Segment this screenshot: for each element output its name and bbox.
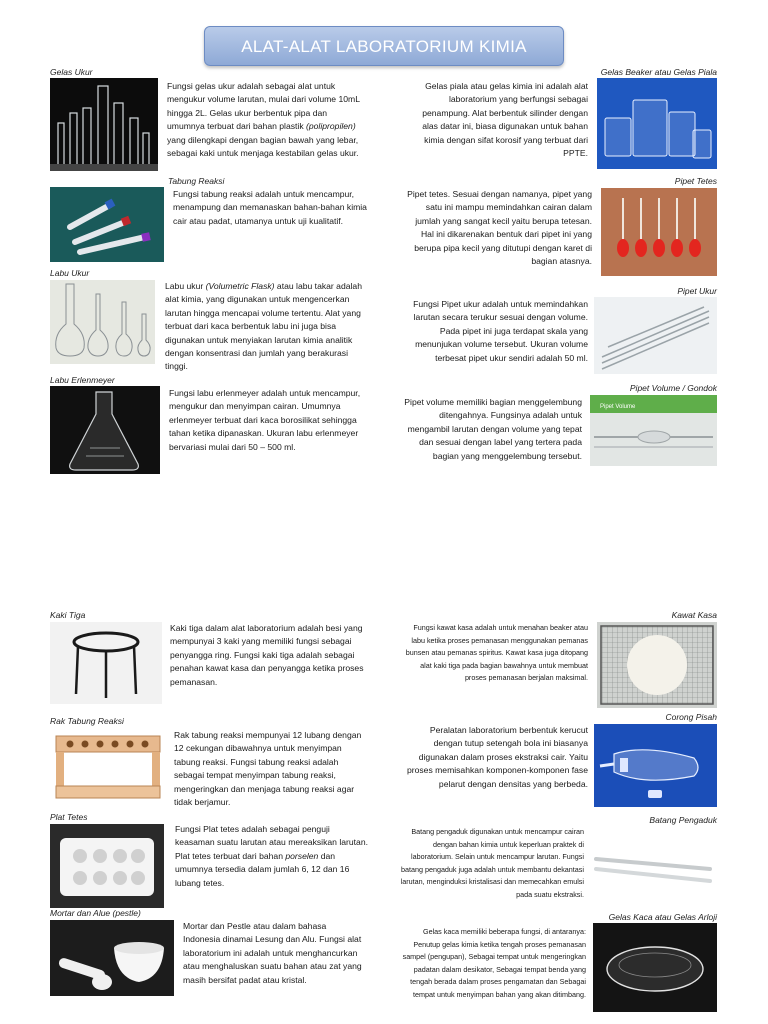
photo-rak-tabung [50, 728, 166, 803]
photo-pipet-tetes [601, 188, 717, 276]
desc-rak-tabung: Rak tabung reaksi mempunyai 12 lubang dengan 12 cekungan dibawahnya untuk menyimpan tabung reaksi. Fungsi tabung reaksi adalah sebagai tempat menyimpan tabung reaksi, mengeringkan dan menjaga tabung reaksi agar tidak berjamur. [174, 730, 362, 808]
label-batang-pengaduk: Batang Pengaduk [649, 815, 717, 825]
desc-pipet-volume: Pipet volume memiliki bagian menggelembung ditengahnya. Fungsinya adalah untuk mengambil larutan dengan volume yang tepat dan sesuai dengan label yang tertera pada bagian yang menggelembung tersebut. [404, 397, 582, 461]
desc-gelas-beaker: Gelas piala atau gelas kimia ini adalah alat laboratorium yang berfungsi sebagai penampung. Alat berbentuk silinder dengan alas datar ini, biasa digunakan untuk bahan kimia dengan sifat korosif yang terbuat dari PPTE. [422, 81, 588, 159]
label-gelas-beaker: Gelas Beaker atau Gelas Piala [600, 67, 717, 77]
desc-kawat-kasa: Fungsi kawat kasa adalah untuk menahan beaker atau labu ketika proses pemanasan menggunakan pemanas bunsen atau pemanas spiritus. Kawat kasa juga ditopang alat kaki tiga pada bagian bawahnya untuk membuat proses pemanasan berjalan maksimal. [405, 623, 588, 683]
desc-corong-pisah: Peralatan laboratorium berbentuk kerucut dengan tutup setengah bola ini biasanya digunakan dalam proses ekstraksi cair. Yaitu proses memisahkan komponen-komponen fase pelarut dengan densitas yang berbeda. [406, 725, 588, 789]
desc-labu-ukur: Labu ukur (Volumetric Flask) atau labu takar adalah alat kimia, yang digunakan untuk mengencerkan larutan hingga mencapai volume tertentu. Alat yang terbuat dari kaca berbentuk labu ini juga bisa digunakan untuk menyiakan larutan kimia analitik dengan konsentrasi dan jumlah yang berakurasi tinggi. [165, 281, 362, 372]
desc-pipet-tetes: Pipet tetes. Sesuai dengan namanya, pipet yang satu ini mampu memindahkan cairan dalam jumlah yang sangat kecil yaitu berupa tetesan. Hal ini dikarenakan bentuk dari pipet ini yang berupa pipa kecil yang ditutupi dengan karet di bagian atasnya. [407, 189, 592, 267]
pipet-volume-caption: Pipet Volume [600, 404, 636, 410]
label-labu-erlenmeyer: Labu Erlenmeyer [50, 375, 115, 385]
desc-gelas-kaca: Gelas kaca memiliki beberapa fungsi, di antaranya: Penutup gelas kimia ketika tengah proses pemanasan sampel (pengupan), Sebagai tempat untuk mengeringkan padatan dalam desikator, Sebagai tempat benda yang tengah berada dalam proses pengamatan dan Sebagai tempat untuk menyimpan bahan yang akan ditimbang. [402, 927, 586, 999]
photo-labu-ukur [50, 280, 155, 364]
label-gelas-kaca: Gelas Kaca atau Gelas Arloji [608, 912, 717, 922]
photo-mortar [50, 920, 174, 996]
desc-batang-pengaduk: Batang pengaduk digunakan untuk mencampur cairan dengan bahan kimia untuk keperluan praktek di laboratorium. Selain untuk mencampur larutan. Fungsi batang pengaduk juga adalah untuk membantu dekantasi larutan, menginduksi kristalisasi dan memecahkan emulsi pada suatu ekstraksi. [400, 827, 584, 899]
label-pipet-ukur: Pipet Ukur [677, 286, 717, 296]
photo-plat-tetes [50, 824, 164, 908]
label-rak-tabung: Rak Tabung Reaksi [50, 716, 124, 726]
desc-labu-erlenmeyer: Fungsi labu erlenmeyer adalah untuk mencampur, mengukur dan menyimpan cairan. Umumnya erlenmeyer terbuat dari kaca borosilikat sehingga tahan ketika dipanaskan. Ukuran labu erlenmeyer bervariasi mulai dari 50 – 500 ml. [169, 388, 361, 452]
photo-tabung-reaksi [50, 187, 164, 262]
photo-kawat-kasa [597, 622, 717, 708]
label-plat-tetes: Plat Tetes [50, 812, 88, 822]
photo-kaki-tiga [50, 622, 162, 704]
photo-corong-pisah [594, 724, 717, 807]
photo-gelas-beaker [597, 78, 717, 169]
label-kaki-tiga: Kaki Tiga [50, 610, 86, 620]
desc-plat-tetes: Fungsi Plat tetes adalah sebagai penguji keasaman suatu larutan atau mereaksikan larutan. Plat tetes terbuat dari bahan porselen dan umumnya tersedia dalam jumlah 6, 12 dan 16 lubang tetes. [175, 824, 368, 888]
label-gelas-ukur: Gelas Ukur [50, 67, 93, 77]
label-kawat-kasa: Kawat Kasa [671, 610, 717, 620]
photo-gelas-ukur [50, 78, 158, 171]
photo-labu-erlenmeyer [50, 386, 160, 474]
desc-pipet-ukur: Fungsi Pipet ukur adalah untuk memindahkan larutan secara terukur sesuai dengan volume. Pada pipet ini juga terdapat skala yang menunjukan volume tersebut. Ukuran volume terbesat pipet ukur sendiri adalah 50 ml. [413, 299, 588, 363]
desc-tabung-reaksi: Fungsi tabung reaksi adalah untuk mencampur, menampung dan memanaskan bahan-bahan kimia cair atau padat, utamanya untuk uji kualitatif. [173, 189, 367, 226]
photo-batang-pengaduk [590, 827, 717, 905]
photo-pipet-ukur [594, 297, 717, 374]
photo-gelas-kaca [593, 923, 717, 1012]
desc-mortar: Mortar dan Pestle atau dalam bahasa Indonesia dinamai Lesung dan Alu. Fungsi alat laboratorium ini adalah untuk menghancurkan atau menghaluskan suatu bahan atau zat yang masih bersifat padat atau kristal. [183, 921, 362, 985]
page-title: ALAT-ALAT LABORATORIUM KIMIA [204, 26, 564, 66]
desc-kaki-tiga: Kaki tiga dalam alat laboratorium adalah besi yang mempunyai 3 kaki yang memiliki fungsi sebagai penyangga ring. Fungsi kaki tiga adalah sebagai penahan kawat kasa dan penyangga ketika proses pemanasan. [170, 623, 364, 687]
label-mortar: Mortar dan Alue (pestle) [50, 908, 141, 918]
label-labu-ukur: Labu Ukur [50, 268, 90, 278]
label-pipet-volume: Pipet Volume / Gondok [629, 383, 717, 393]
photo-pipet-volume [590, 395, 717, 466]
desc-gelas-ukur: Fungsi gelas ukur adalah sebagai alat untuk mengukur volume larutan, mulai dari volume 10mL hingga 2L. Gelas ukur berbentuk pipa dan umumnya terbuat dari bahan plastik (polipropilen) yang dilengkapi dengan bagian bawah yang lebar, sebagai kaki untuk menjaga kestabilan gelas ukur. [167, 81, 360, 159]
label-tabung-reaksi: Tabung Reaksi [168, 176, 225, 186]
label-pipet-tetes: Pipet Tetes [674, 176, 717, 186]
label-corong-pisah: Corong Pisah [665, 712, 717, 722]
